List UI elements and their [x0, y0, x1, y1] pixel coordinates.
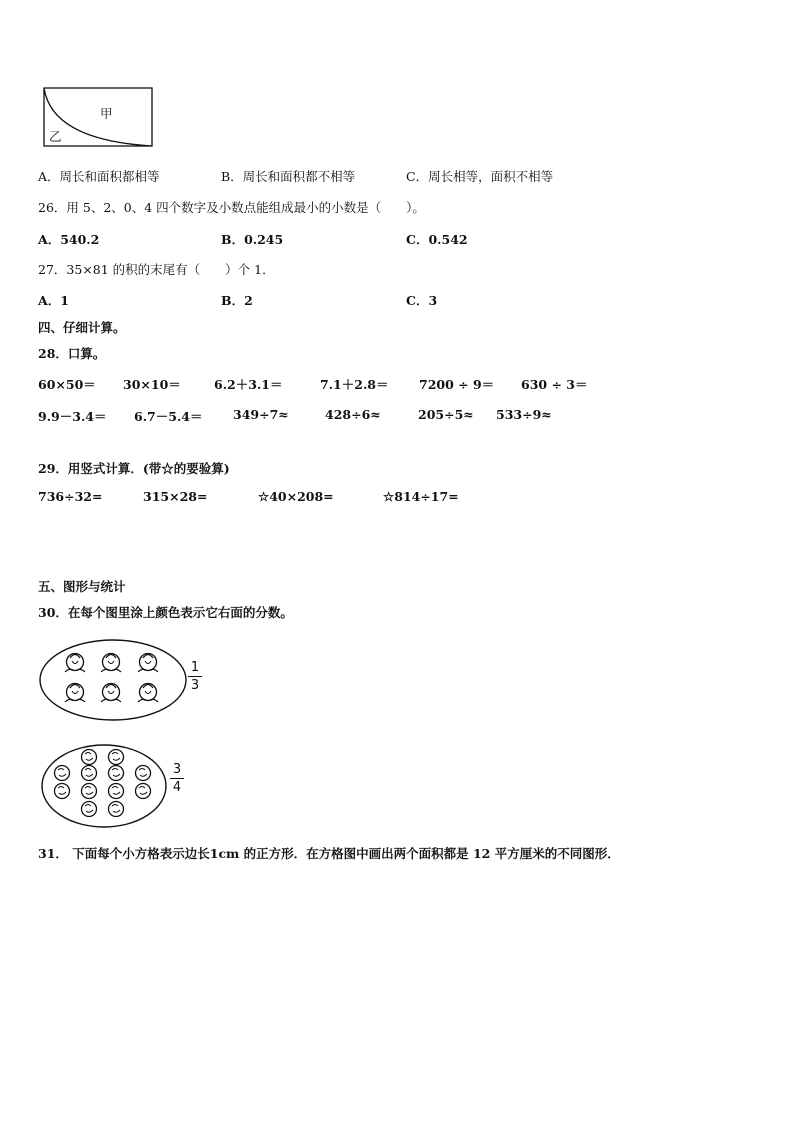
- q28-r1-c5: 7200 ÷ 9＝: [419, 377, 495, 392]
- apple-icon[interactable]: [136, 766, 151, 781]
- q27-option-c[interactable]: C．3: [406, 293, 438, 308]
- peach-icon[interactable]: [138, 654, 158, 673]
- fraction-3-4: [170, 762, 184, 795]
- q30-stem: 30．在每个图里涂上颜色表示它右面的分数。: [38, 605, 293, 620]
- peach-icon[interactable]: [65, 684, 85, 703]
- q28-r2-c2: 6.7－5.4＝: [134, 409, 203, 424]
- q28-r1-c3: 6.2＋3.1＝: [214, 377, 283, 392]
- section-5-title: 五、图形与统计: [38, 579, 126, 594]
- q26-option-c[interactable]: C．0.542: [406, 232, 468, 247]
- q29-item-1: 736÷32=: [38, 489, 103, 504]
- oval-figure-2[interactable]: [40, 743, 168, 829]
- q26-stem: 26．用 5、2、0、4 四个数字及小数点能组成最小的小数是（ ）。: [38, 200, 425, 215]
- apple-icon[interactable]: [109, 766, 124, 781]
- apple-icon[interactable]: [55, 766, 70, 781]
- fraction-2-numerator: 3: [172, 762, 182, 777]
- q29-item-2: 315×28=: [143, 489, 208, 504]
- apple-icon[interactable]: [82, 802, 97, 817]
- section-4-title: 四、仔细计算。: [38, 320, 126, 335]
- apple-icon[interactable]: [109, 802, 124, 817]
- q26-option-b[interactable]: B．0.245: [221, 232, 284, 247]
- peach-icon[interactable]: [101, 654, 121, 673]
- label-yi: 乙: [49, 129, 62, 144]
- q29-item-4: ☆814÷17=: [383, 489, 459, 504]
- q27-option-a[interactable]: A．1: [38, 293, 69, 308]
- q28-r2-c1: 9.9－3.4＝: [38, 409, 107, 424]
- apple-icon[interactable]: [82, 784, 97, 799]
- q28-r2-c4: 428÷6≈: [325, 407, 381, 422]
- q25-option-a[interactable]: A．周长和面积都相等: [38, 169, 160, 184]
- q28-r1-c1: 60×50＝: [38, 377, 96, 392]
- fraction-1-3: [188, 660, 202, 693]
- peach-icon[interactable]: [138, 684, 158, 703]
- fraction-2-denominator: 4: [172, 780, 182, 795]
- q28-r1-c2: 30×10＝: [123, 377, 181, 392]
- q29-item-3: ☆40×208=: [258, 489, 334, 504]
- apple-icon[interactable]: [55, 784, 70, 799]
- apple-icon[interactable]: [82, 750, 97, 765]
- q27-option-b[interactable]: B．2: [221, 293, 253, 308]
- oval-figure-1[interactable]: [38, 638, 188, 722]
- q28-r2-c5: 205÷5≈: [418, 407, 474, 422]
- q25-option-c[interactable]: C．周长相等，面积不相等: [406, 169, 554, 184]
- q25-option-b[interactable]: B．周长和面积都不相等: [221, 169, 356, 184]
- q28-r2-c3: 349÷7≈: [233, 407, 289, 422]
- peach-icon[interactable]: [101, 684, 121, 703]
- apple-icon[interactable]: [109, 750, 124, 765]
- q28-r1-c6: 630 ÷ 3＝: [521, 377, 588, 392]
- q28-stem: 28．口算。: [38, 346, 106, 361]
- peach-icon[interactable]: [65, 654, 85, 673]
- q31-stem: 31． 下面每个小方格表示边长1cm 的正方形．在方格图中画出两个面积都是 12 平方厘米的不同图形．: [38, 846, 620, 861]
- fraction-1-numerator: 1: [190, 660, 200, 675]
- q27-stem: 27．35×81 的积的末尾有（ ）个 1．: [38, 262, 275, 277]
- q29-stem: 29．用竖式计算．(带☆的要验算): [38, 461, 230, 476]
- q26-option-a[interactable]: A．540.2: [38, 232, 100, 247]
- fraction-1-denominator: 3: [190, 678, 200, 693]
- apple-icon[interactable]: [109, 784, 124, 799]
- label-jia: 甲: [100, 106, 113, 121]
- q28-r2-c6: 533÷9≈: [496, 407, 552, 422]
- apple-icon[interactable]: [136, 784, 151, 799]
- apple-icon[interactable]: [82, 766, 97, 781]
- q28-r1-c4: 7.1＋2.8＝: [320, 377, 389, 392]
